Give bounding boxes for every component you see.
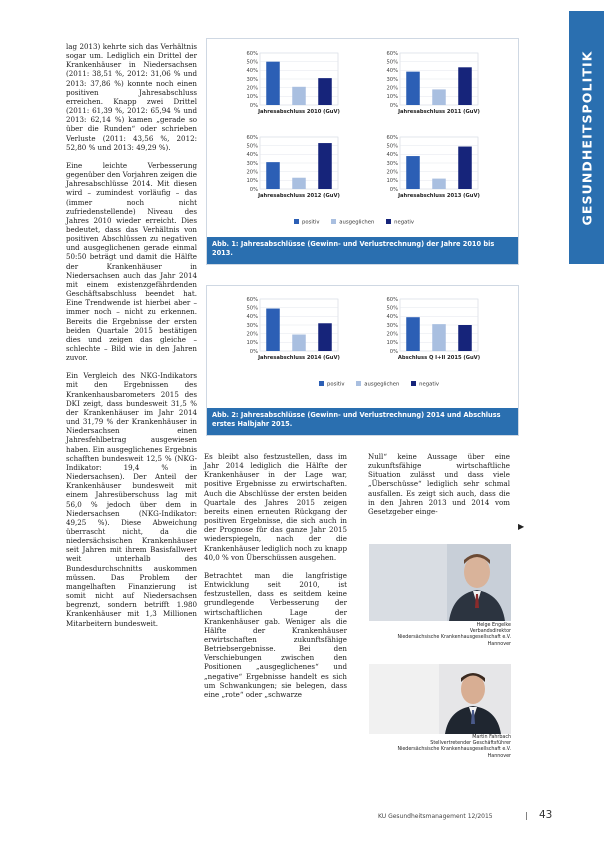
y-tick-label: 40% [246,152,258,159]
y-tick-label: 40% [386,68,398,75]
bar-chart [386,51,479,115]
paragraph: Betrachtet man die langfristige Entwicklung seit 2010, ist festzustellen, dass es seitdem keine grundlegende Verbesserung der wirtschaftlichen Lage der Krankenhäuser gab. Weniger als die Hälfte der Krankenhäuser erwirtschaften zukunftsfähige Betriebsergebnisse. Bei den Verschiebungen zwischen den Positionen „ausgeglichenes“ und „negative“ Ergebnisse handelt es sich um Schwankungen; sie belegen, dass eine „rote“ oder „schwarze [204,570,347,699]
chart-title: Jahresabschluss 2013 (GuV) [398,193,480,199]
bar-chart [246,51,339,115]
y-tick-label: 0% [389,348,398,355]
legend-swatch-negative [411,381,416,386]
bar-ausgeglichen [432,89,446,105]
y-tick-label: 0% [389,186,398,193]
bar-positiv [406,317,420,351]
chart-title: Jahresabschluss 2010 (GuV) [258,109,340,115]
figure-1-legend [294,219,424,226]
y-tick-label: 40% [386,152,398,159]
figure-1-charts [207,39,518,237]
bar-chart [246,135,339,199]
legend-label: positiv [327,381,345,388]
y-tick-label: 40% [386,314,398,321]
person-title: Stellvertretender Geschäftsführer [430,741,511,747]
chart-title: Jahresabschluss 2012 (GuV) [258,193,340,199]
y-tick-label: 10% [246,178,258,185]
bar-positiv [266,162,280,189]
paragraph: Ein Vergleich des NKG-Indikators mit den Ergebnissen des Krankenhausbarometers 2015 des DKI zeigt, dass bundesweit 31,5 % der Krankenhäuser im Jahr 2014 und 31,79 % der Krankenhäuser in Niedersachsen einen Jahresfehlbetrag ausgewiesen haben. Ein ausgeglichenes Ergebnis schafften bundesweit 12,5 % (NKG-Indikator: 19,4 % in Niedersachsen). Der Anteil der Krankenhäuser bundesweit mit einem Jahresüberschuss lag mit 56,0 % jedoch über dem in Niedersachsen (NKG-Indikator: 49,25 %). Diese Abweichung überrascht nicht, da die niedersächsischen Krankenhäuser seit Jahren mit ihrem Basisfallwert weit unterhalb des Bundesdurchschnitts auskommen müssen. Das Problem der mangelhaften Finanzierung ist somit nicht auf Niedersachsen begrenzt, sondern betrifft 1.980 Krankenhäuser mit 1,3 Millionen Mitarbeitern bundesweit. [66,371,197,628]
legend-item-negative [386,219,414,226]
right-column [368,452,510,525]
y-tick-label: 50% [386,59,398,66]
y-tick-label: 0% [389,102,398,109]
chart-title: Jahresabschluss 2014 (GuV) [258,355,340,361]
legend-label: negativ [394,219,415,226]
section-tab-label: GESUNDHEITSPOLITIK [579,49,594,226]
legend-item-positive [319,381,345,388]
y-tick-label: 20% [246,85,258,92]
y-tick-label: 0% [249,186,258,193]
portrait-photo-2 [369,664,511,734]
bar-ausgeglichen [432,324,446,351]
y-tick-label: 60% [246,296,258,303]
person-location: Hannover [487,753,511,759]
bar-negativ [318,323,332,351]
person-org: Niedersächsische Krankenhausgesellschaft e.V. [397,747,511,753]
y-tick-label: 60% [246,50,258,57]
portrait-image [369,544,511,621]
bar-negativ [458,147,472,189]
y-tick-label: 10% [386,178,398,185]
legend-swatch-positive [319,381,324,386]
portrait-image [369,664,511,734]
legend-swatch-positive [294,219,299,224]
bar-ausgeglichen [432,179,446,189]
y-tick-label: 20% [386,331,398,338]
y-tick-label: 0% [249,348,258,355]
figure-1-caption: Abb. 1: Jahresabschlüsse (Gewinn- und Verlustrechnung) der Jahre 2010 bis 2013. [207,237,518,264]
y-tick-label: 30% [386,76,398,83]
bar-negativ [458,67,472,105]
legend-label: ausgeglichen [339,219,375,226]
bar-negativ [318,78,332,105]
figure-2-caption: Abb. 2: Jahresabschlüsse (Gewinn- und Verlustrechnung) 2014 und Abschluss erstes Halbjahr 2015. [207,408,518,435]
y-tick-label: 40% [246,314,258,321]
figure-2-legend [319,381,449,388]
bar-negativ [458,325,472,351]
footer-journal: KU Gesundheitsmanagement 12/2015 [378,813,493,820]
y-tick-label: 30% [386,322,398,329]
legend-item-negative [411,381,439,388]
legend-swatch-balanced [331,219,336,224]
portrait-photo-1 [369,544,511,621]
bar-positiv [266,62,280,105]
legend-item-balanced [356,381,399,388]
legend-label: ausgeglichen [364,381,400,388]
y-tick-label: 10% [386,94,398,101]
y-tick-label: 50% [246,143,258,150]
y-tick-label: 10% [246,94,258,101]
y-tick-label: 20% [246,169,258,176]
y-tick-label: 20% [386,85,398,92]
section-tab [569,11,604,264]
y-tick-label: 40% [246,68,258,75]
bar-positiv [406,156,420,189]
bar-positiv [266,309,280,351]
y-tick-label: 60% [386,50,398,57]
y-tick-label: 20% [386,169,398,176]
person-location: Hannover [487,641,511,647]
left-column [66,42,197,637]
figure-2-charts [207,286,518,386]
y-tick-label: 30% [246,160,258,167]
bar-chart [386,297,480,361]
legend-swatch-balanced [356,381,361,386]
y-tick-label: 60% [246,134,258,141]
bar-ausgeglichen [292,335,306,351]
figure-1 [206,38,519,265]
portrait-caption-2 [369,735,511,760]
y-tick-label: 60% [386,296,398,303]
y-tick-label: 20% [246,331,258,338]
person-name: Helge Engelke [476,623,511,628]
paragraph: Eine leichte Verbesserung gegenüber den Vorjahren zeigen die Jahresabschlüsse 2014. Mit diesen wird – zumindest vorläufig – das (immer noch nicht zufriedenstellende) Niveau des Jahres 2010 wieder erreicht. Dies bedeutet, dass das Verhältnis von positiven Abschlüssen zu negativen und ausgeglichenen gerade einmal 50:50 beträgt und damit die Hälfte der Krankenhäuser in Niedersachsen auch das Jahr 2014 mit einem existenzgefährdenden Geschäftsabschluss beendet hat. Eine Trendwende ist hierbei aber – immer noch – nicht zu erkennen. Bereits die Ergebnisse der ersten beiden Quartale 2015 bestätigen dies und zeigen das gleiche – schlechte – Bild wie in den Jahren zuvor. [66,160,197,363]
legend-swatch-negative [386,219,391,224]
legend-item-balanced [331,219,374,226]
y-tick-label: 50% [386,305,398,312]
paragraph: lag 2013) kehrte sich das Verhältnis sogar um. Lediglich ein Drittel der Krankenhäuser in Niedersachsen (2011: 38,51 %, 2012: 31,06 % und 2013: 37,86 %) konnte noch einen positiven Jahresabschluss erreichen. Knapp zwei Drittel (2011: 61,39 %, 2012: 65,94 % und 2013: 62,14 %) kamen „gerade so über die Runden“ oder schrieben Verluste (2011: 43,56 %, 2012: 52,80 % und 2013: 49,29 %). [66,42,197,152]
y-tick-label: 30% [246,322,258,329]
chart-title: Abschluss Q I+II 2015 (GuV) [397,355,481,361]
page-number: 43 [539,809,553,821]
bar-negativ [318,143,332,189]
y-tick-label: 50% [386,143,398,150]
person-name: Martin Fahrbach [472,735,511,740]
paragraph: Null“ keine Aussage über eine zukunftsfähige wirtschaftliche Situation zulässt und dass viele „Überschüsse“ lediglich sehr schmal ausfallen. Es zeigt sich auch, dass die in den Jahren 2013 und 2014 vom Gesetzgeber einge- [368,452,510,516]
bar-chart [246,297,339,361]
legend-item-positive [294,219,320,226]
bar-chart [386,135,479,199]
bar-positiv [406,72,420,105]
bar-ausgeglichen [292,178,306,189]
y-tick-label: 10% [246,340,258,347]
person-title: Verbandsdirektor [469,629,511,635]
y-tick-label: 60% [386,134,398,141]
legend-label: positiv [302,219,320,226]
figure-2 [206,285,519,436]
chart-title: Jahresabschluss 2011 (GuV) [398,109,480,115]
bar-ausgeglichen [292,87,306,105]
y-tick-label: 50% [246,59,258,66]
y-tick-label: 10% [386,340,398,347]
middle-column [204,452,347,708]
paragraph: Es bleibt also festzustellen, dass im Jahr 2014 lediglich die Hälfte der Krankenhäuser in der Lage war, positive Ergebnisse zu erwirtschaften. Auch die Abschlüsse der ersten beiden Quartale des Jahres 2015 zeigen bereits einen erneuten Rückgang der positiven Ergebnisse, die sich auch in der Prognose für das ganze Jahr 2015 wiederspiegeln, nach der die Krankenhäuser lediglich noch zu knapp 40,0 % von Überschüssen ausgehen. [204,452,347,562]
person-org: Niedersächsische Krankenhausgesellschaft e.V. [397,635,511,641]
y-tick-label: 30% [386,160,398,167]
continue-arrow-icon: ▶ [518,522,525,531]
legend-label: negativ [419,381,440,388]
portrait-caption-1 [369,623,511,648]
footer-separator: | [525,811,528,820]
y-tick-label: 0% [249,102,258,109]
y-tick-label: 50% [246,305,258,312]
y-tick-label: 30% [246,76,258,83]
